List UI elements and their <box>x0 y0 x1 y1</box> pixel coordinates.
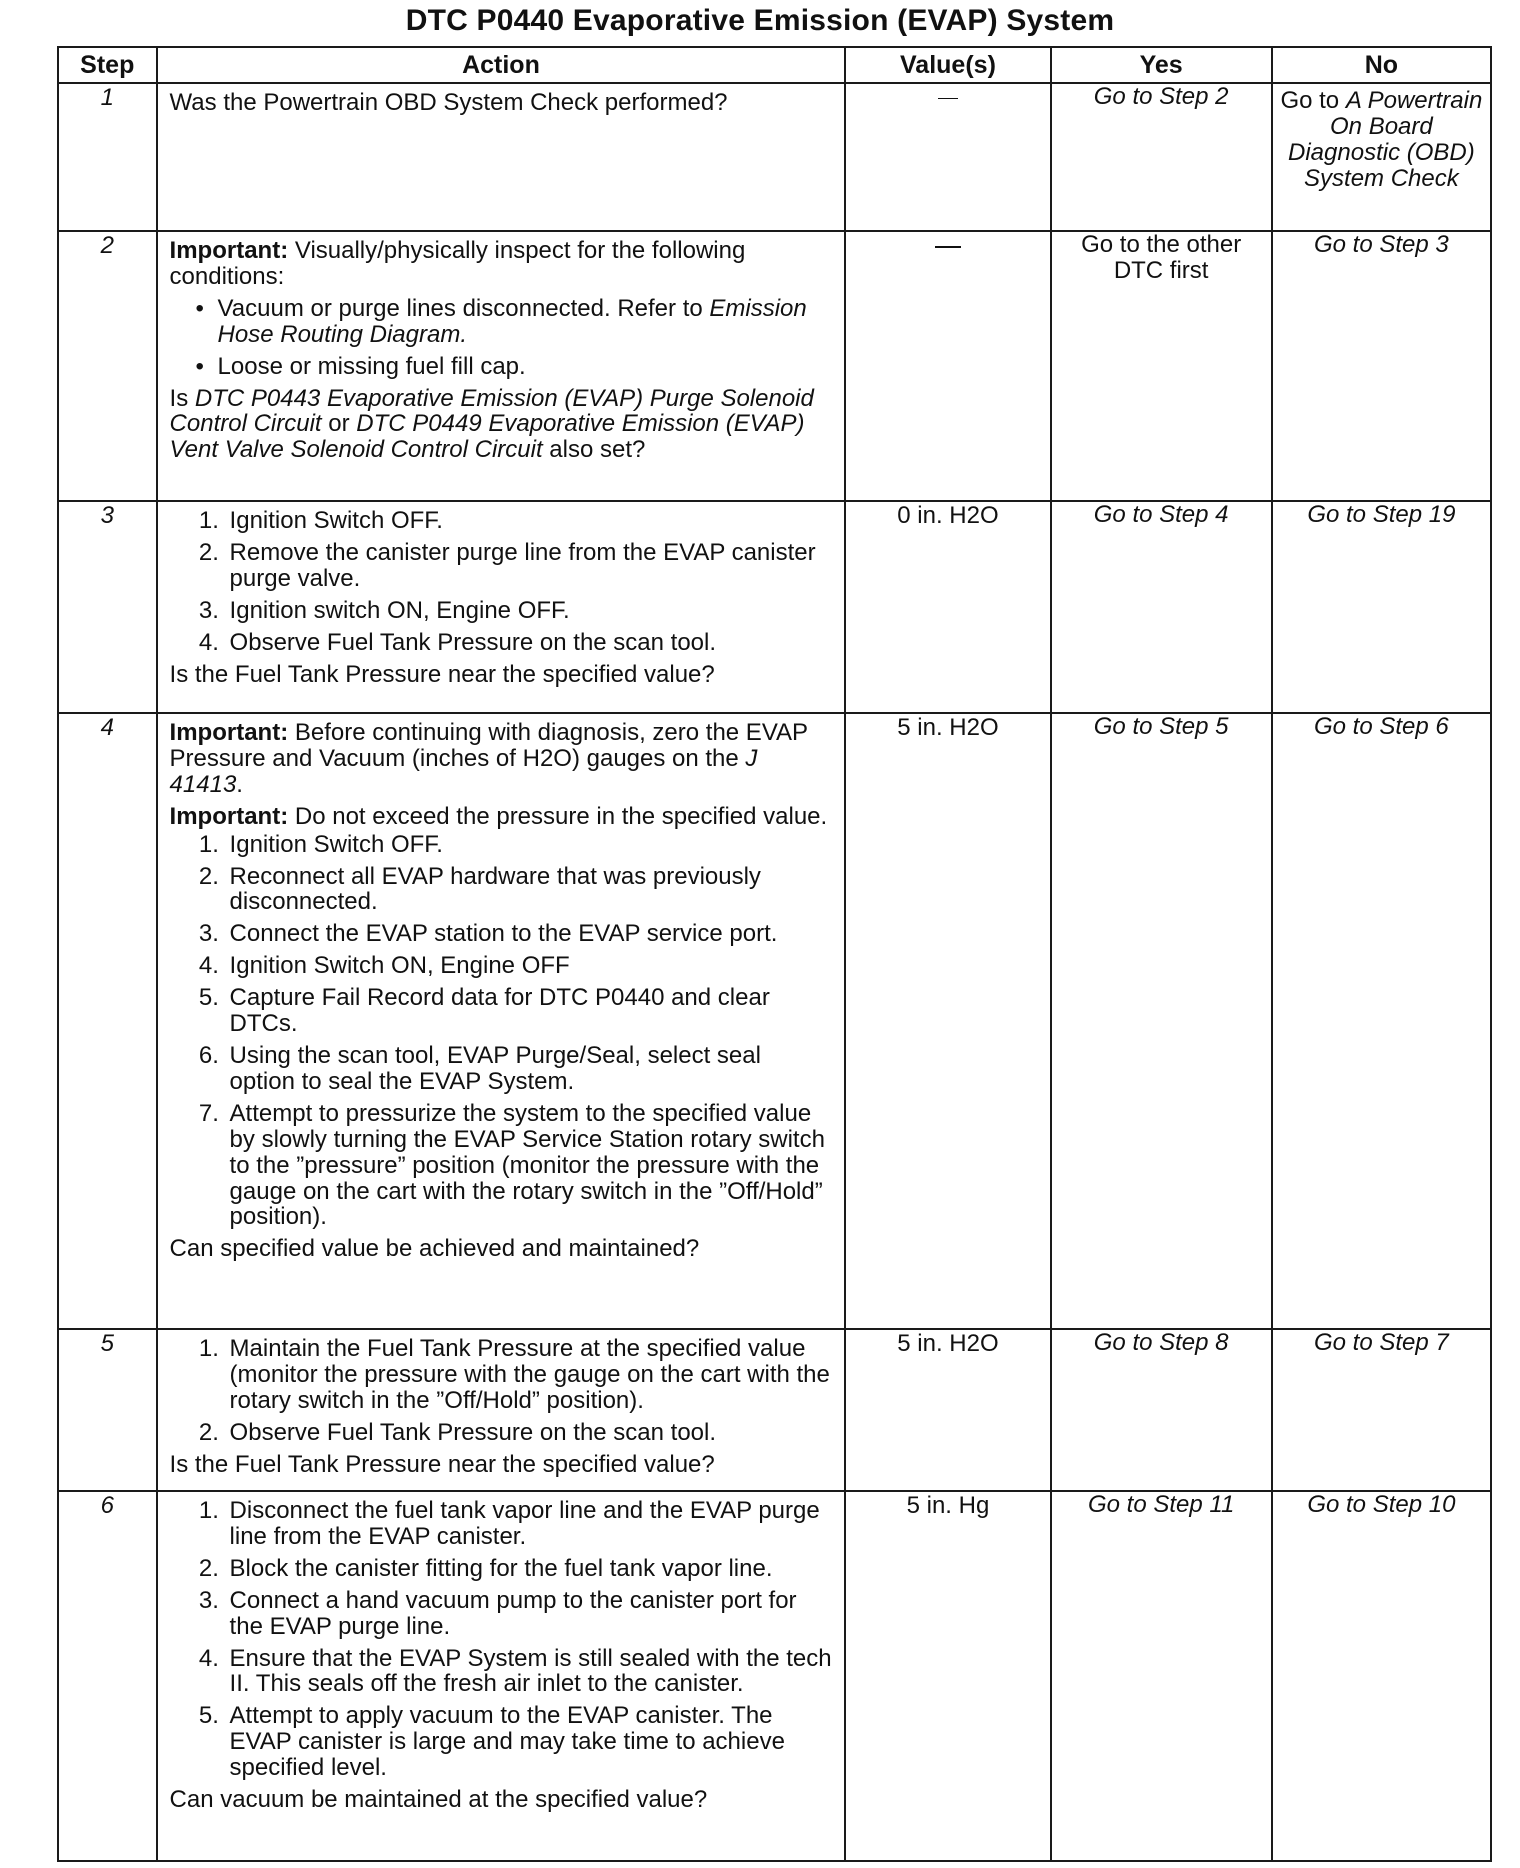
header-yes: Yes <box>1051 47 1272 83</box>
important-note: Important: Before continuing with diagnosis, zero the EVAP Pressure and Vacuum (inches of H2O) gauges on the J 41413. <box>169 719 808 798</box>
list-item: 3. Connect a hand vacuum pump to the canister port for the EVAP purge line. <box>226 1588 833 1640</box>
step-number: 3 <box>58 501 157 713</box>
list-item: 4. Observe Fuel Tank Pressure on the scan tool. <box>226 630 833 656</box>
value-cell: 5 in. H2O <box>845 713 1050 1329</box>
list-item: 5. Capture Fail Record data for DTC P0440 and clear DTCs. <box>226 985 833 1037</box>
action-cell <box>157 231 846 501</box>
no-cell: Go to Step 7 <box>1272 1329 1491 1491</box>
value-cell <box>845 83 1050 231</box>
yes-cell: Go to the other DTC first <box>1051 231 1272 501</box>
list-item: 2. Remove the canister purge line from the EVAP canister purge valve. <box>226 540 833 592</box>
question-text: Is DTC P0443 Evaporative Emission (EVAP) Purge Solenoid Control Circuit or DTC P0449 Evaporative Emission (EVAP) Vent Valve Solenoid Control Circuit also set? <box>169 384 814 464</box>
yes-cell: Go to Step 2 <box>1051 83 1272 231</box>
step-number: 5 <box>58 1329 157 1491</box>
no-cell: Go to A Powertrain On Board Diagnostic (OBD) System Check <box>1272 83 1491 231</box>
step-number: 1 <box>58 83 157 231</box>
list-item: 7. Attempt to pressurize the system to the specified value by slowly turning the EVAP Service Station rotary switch to the ”pressure” position (monitor the pressure with the gauge on the cart with the rotary switch in the ”Off/Hold” position). <box>226 1101 833 1231</box>
action-cell <box>157 1329 846 1491</box>
list-item: 4. Ensure that the EVAP System is still sealed with the tech II. This seals off the fresh air inlet to the canister. <box>226 1646 833 1698</box>
yes-cell: Go to Step 4 <box>1051 501 1272 713</box>
dash-mark <box>935 246 961 248</box>
list-item: 3. Ignition switch ON, Engine OFF. <box>226 598 833 624</box>
value-cell: 5 in. Hg <box>845 1491 1050 1861</box>
list-item: 6. Using the scan tool, EVAP Purge/Seal, select seal option to seal the EVAP System. <box>226 1043 833 1095</box>
list-item: • Vacuum or purge lines disconnected. Refer to Emission Hose Routing Diagram. <box>218 296 833 348</box>
page-title: DTC P0440 Evaporative Emission (EVAP) System <box>405 4 1115 37</box>
obd-check-reference: A Powertrain On Board Diagnostic (OBD) System Check <box>1288 87 1483 192</box>
yes-cell: Go to Step 8 <box>1051 1329 1272 1491</box>
action-cell <box>157 83 846 231</box>
step-number: 2 <box>58 231 157 501</box>
table-row <box>58 1329 1491 1491</box>
header-step: Step <box>58 47 157 83</box>
yes-cell: Go to Step 5 <box>1051 713 1272 1329</box>
value-cell: 0 in. H2O <box>845 501 1050 713</box>
list-item: 1. Maintain the Fuel Tank Pressure at the specified value (monitor the pressure with the gauge on the cart with the rotary switch in the ”Off/Hold” position). <box>226 1336 833 1414</box>
procedure-list <box>170 832 833 1231</box>
list-item: 3. Connect the EVAP station to the EVAP service port. <box>226 921 833 947</box>
dash-mark <box>938 98 958 99</box>
no-cell: Go to Step 6 <box>1272 713 1491 1329</box>
header-no: No <box>1272 47 1491 83</box>
header-value: Value(s) <box>845 47 1050 83</box>
value-cell: 5 in. H2O <box>845 1329 1050 1491</box>
step-number: 4 <box>58 713 157 1329</box>
table-row <box>58 231 1491 501</box>
list-item: 4. Ignition Switch ON, Engine OFF <box>226 953 833 979</box>
important-note: Important: Do not exceed the pressure in the specified value. <box>169 802 828 830</box>
diagnostic-table <box>57 46 1492 1862</box>
step-number: 6 <box>58 1491 157 1861</box>
list-item: 2. Observe Fuel Tank Pressure on the scan tool. <box>226 1420 833 1446</box>
condition-list <box>170 296 833 380</box>
table-row <box>58 1491 1491 1861</box>
action-cell <box>157 1491 846 1861</box>
no-cell: Go to Step 10 <box>1272 1491 1491 1861</box>
question-text: Was the Powertrain OBD System Check performed? <box>169 89 728 116</box>
question-text: Can vacuum be maintained at the specified value? <box>169 1786 708 1814</box>
question-text: Is the Fuel Tank Pressure near the specified value? <box>169 1450 715 1478</box>
list-item: 2. Block the canister fitting for the fuel tank vapor line. <box>226 1556 833 1582</box>
action-cell <box>157 501 846 713</box>
header-row <box>58 47 1491 83</box>
procedure-list <box>170 508 833 656</box>
question-text: Is the Fuel Tank Pressure near the specified value? <box>169 660 715 688</box>
list-item: 1. Ignition Switch OFF. <box>226 508 833 534</box>
list-item: 2. Reconnect all EVAP hardware that was previously disconnected. <box>226 864 833 916</box>
table-row <box>58 713 1491 1329</box>
list-item: 1. Ignition Switch OFF. <box>226 832 833 858</box>
list-item: • Loose or missing fuel fill cap. <box>218 354 833 380</box>
no-cell: Go to Step 19 <box>1272 501 1491 713</box>
header-action: Action <box>157 47 846 83</box>
table-row <box>58 501 1491 713</box>
list-item: 1. Disconnect the fuel tank vapor line and the EVAP purge line from the EVAP canister. <box>226 1498 833 1550</box>
value-cell <box>845 231 1050 501</box>
no-cell: Go to Step 3 <box>1272 231 1491 501</box>
procedure-list <box>170 1336 833 1446</box>
list-item: 5. Attempt to apply vacuum to the EVAP canister. The EVAP canister is large and may take time to achieve specified level. <box>226 1703 833 1781</box>
procedure-list <box>170 1498 833 1781</box>
action-cell <box>157 713 846 1329</box>
table-row <box>58 83 1491 231</box>
important-note: Important: Visually/physically inspect for the following conditions: <box>169 237 746 290</box>
question-text: Can specified value be achieved and maintained? <box>169 1235 700 1263</box>
yes-cell: Go to Step 11 <box>1051 1491 1272 1861</box>
